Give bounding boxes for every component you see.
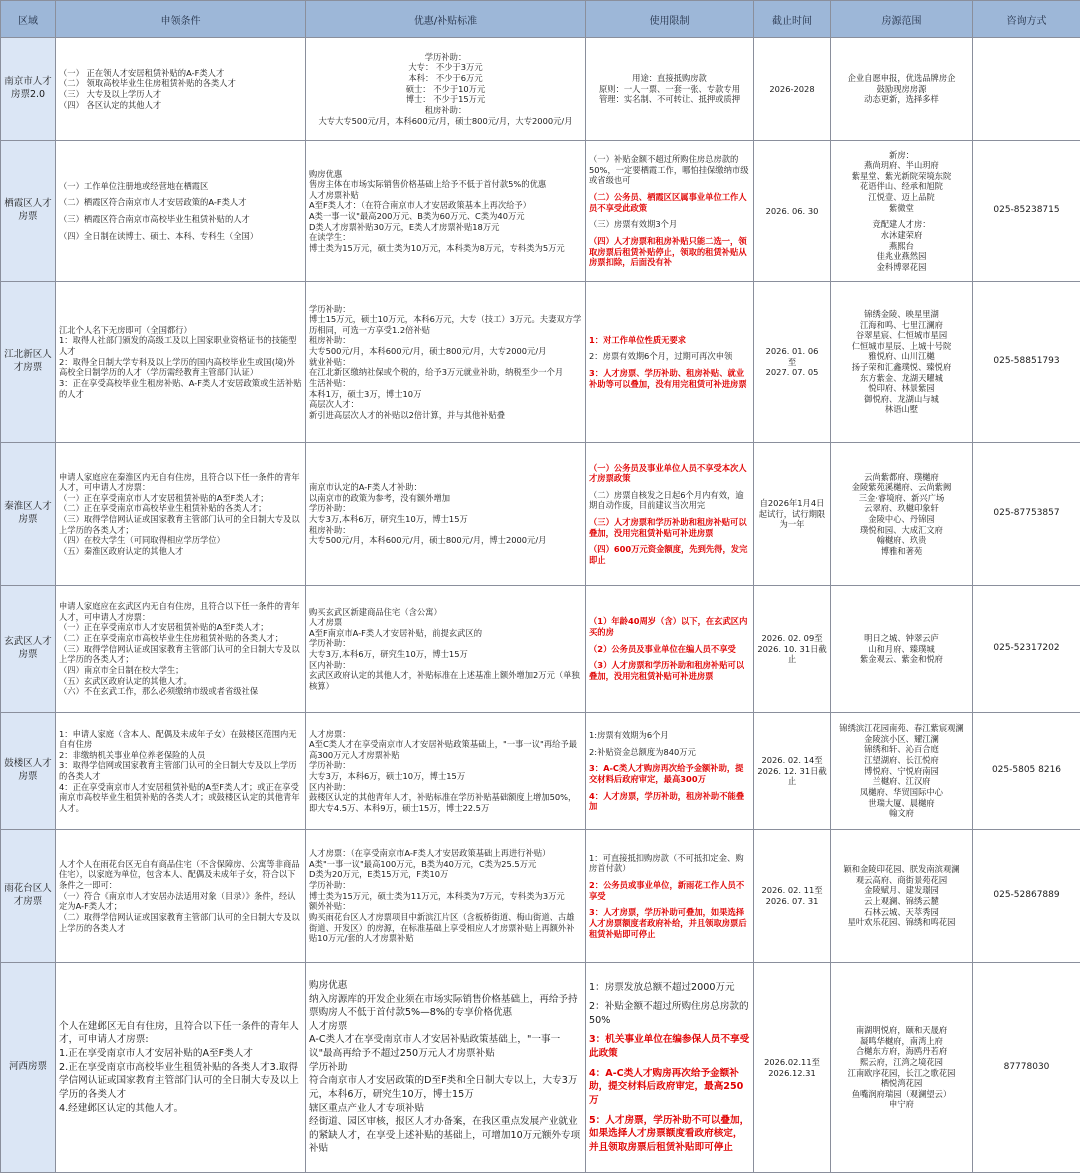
region-cell: 秦淮区人才房票 <box>1 443 56 586</box>
housing-line: 云上观澜、锦绣云麓 <box>864 896 939 906</box>
benefit-line: 购房优惠 <box>309 980 348 992</box>
limit-line: 用途：直接抵购房款 <box>632 73 707 84</box>
contact-cell: 025-5805 8216 <box>973 713 1080 830</box>
housing-line: 石林云城、天萃秀园 <box>864 906 939 917</box>
benefit-line: 学历补助： <box>309 638 351 649</box>
benefit-line: A类一事一议"最高200万元、B类为60万元、C类为40万元 <box>309 211 525 221</box>
benefit-line: 博士类为15万元，硕士类为10万元，本科类为8万元，专科类为5万元 <box>309 242 565 253</box>
condition-line: （六）不在玄武工作，那么必须缴纳市级或者省级社保 <box>59 686 259 697</box>
housing-cell <box>831 713 973 830</box>
limit-line: 1：可直接抵扣购房款（不可抵扣定金、购房首付款） <box>589 852 744 874</box>
benefit-line: 本科1万，硕士3万，博士10万 <box>309 388 422 399</box>
housing-line: 鼓励现房房源 <box>876 83 927 94</box>
benefit-line: 人才房票：（在享受南京市A-F类人才安居政策基础上再进行补贴） <box>309 848 551 859</box>
condition-line: 2.正在享受南京市高校毕业生租赁补贴的各类人才3.取得学信网认证或国家教育主管部门认可的全日制大专及以上学历的各类人才 <box>59 1061 299 1100</box>
conditions-cell <box>56 141 306 282</box>
housing-line: 金陵紫苑溪樾府、云尚紫阙 <box>851 482 952 493</box>
limit-line: （1）年龄40周岁（含）以下，在玄武区内买的房 <box>589 616 748 638</box>
region-cell: 雨花台区人才房票 <box>1 830 56 963</box>
housing-line: 金陵中心、丹锦园 <box>868 514 935 524</box>
housing-line: 凝鸣华樾府，南湾上府 <box>860 1035 943 1046</box>
housing-line: 云尚紫都府、璞樾府 <box>864 471 939 482</box>
housing-line: 御悦府、龙湖山与城 <box>864 393 939 404</box>
condition-line: （二） 领取高校毕业生住房租赁补贴的各类人才 <box>59 78 236 89</box>
contact-cell: 025-85238715 <box>973 141 1080 282</box>
condition-line: 1：申请人家庭（含本人、配偶及未成年子女）在鼓楼区范围内无自有住房 <box>59 728 297 750</box>
benefit-line: 就业补贴： <box>309 356 351 367</box>
benefit-line: 区内补助： <box>309 659 351 670</box>
condition-line: 个人在建邺区无自有住房，且符合以下任一条件的青年人才，可申请人才房票: <box>59 1020 299 1046</box>
limit-line: 4：人才房票，学历补助，租房补助不能叠加 <box>589 790 745 812</box>
limits-cell <box>586 963 754 1173</box>
limit-line: 1:房票有效期为6个月 <box>589 730 669 741</box>
header-contact: 咨询方式 <box>973 1 1080 38</box>
benefit-line: 大专： 不少于3万元 <box>408 62 483 73</box>
housing-line: 翰文府 <box>889 808 914 819</box>
housing-line: 金陵赋月、建发璟园 <box>864 885 939 896</box>
limit-line: 1：对工作单位性质无要求 <box>589 334 687 345</box>
limits-cell <box>586 713 754 830</box>
limit-line: （二）房票自核发之日起6个月内有效，逾期自动作废，目前建议当次用完 <box>589 489 744 511</box>
condition-line: （五）玄武区政府认定的其他人才。 <box>59 675 192 686</box>
housing-line: 江海和鸣、七里江澜府 <box>860 319 943 330</box>
housing-cell <box>831 38 973 141</box>
deadline-cell <box>754 713 831 830</box>
housing-cell <box>831 963 973 1173</box>
benefit-line: A至C类人才在享受南京市人才安居补贴政策基础上，"一事一议"再给予最高300万元人才房票补贴 <box>309 739 578 760</box>
limit-line: 2：公务员或事业单位，新雨花工作人员不享受 <box>589 880 745 901</box>
condition-line: （四）南京市全日制在校大学生； <box>59 664 184 675</box>
deadline-line: 2026. 12. 31日截止 <box>757 765 827 787</box>
benefit-line: 学历补助： <box>309 503 351 514</box>
limit-line: 3：机关事业单位在编参保人员不享受此政策 <box>589 1034 750 1060</box>
benefit-line: 学历补助： <box>424 51 467 62</box>
housing-line: 申宁府 <box>889 1099 914 1110</box>
deadline-line: 自2026年1月4日起试行，试行期限为一年 <box>758 498 826 530</box>
limit-line: （2）公务员及事业单位在编人员不享受 <box>589 643 736 654</box>
housing-line: 观云高府、商街景苑花园 <box>855 874 948 885</box>
condition-line: 1：取得人社部门颁发的高级工及以上国家职业资格证书的技能型人才 <box>59 335 297 357</box>
table-row <box>1 830 1080 963</box>
condition-line: （一）符合《南京市人才安居办法适用对象（目录）》条件，经认定为A-F类人才； <box>59 890 296 912</box>
housing-line: 星叶欢乐花园、锦绣和鸣花园 <box>847 917 956 928</box>
condition-line: 2：取得全日制大学专科及以上学历的国内高校毕业生或国(境)外高校全日制学历的人才（学历需经教育主管部门认证） <box>59 356 295 378</box>
benefit-line: 玄武区政府认定的其他人才，补贴标准在上述基准上额外增加2万元（单独核算） <box>309 670 580 691</box>
housing-line: 锦绣和轩、沁百合庭 <box>864 744 939 755</box>
housing-line: 锦绣金陵、映星里湖 <box>864 308 939 319</box>
benefit-line: A-C类人才在享受南京市人才安居补贴政策基础上，"一事一议"最高再给予不超过250万元人才房票补贴 <box>309 1034 561 1060</box>
housing-line: 兰樾府、江汉府 <box>872 776 931 787</box>
condition-line: （二）取得学信网认证或国家教育主管部门认可的全日制大专及以上学历的各类人才 <box>59 911 300 933</box>
benefit-line: D类为20万元，E类15万元，F类10万 <box>309 869 449 880</box>
header-row <box>1 1 1080 38</box>
benefit-line: 在江北新区缴纳社保或个税的，给予3万元就业补助，纳税至少一个月 <box>309 367 564 378</box>
deadline-line: 2026. 06. 30 <box>765 205 819 216</box>
housing-line: 熙云府，江湾之境花园 <box>860 1056 943 1067</box>
housing-line: 东方紫金、龙湖天曜城 <box>860 372 943 383</box>
benefits-cell <box>306 38 586 141</box>
benefit-line: 人才房票 <box>309 617 343 628</box>
benefit-line: 南京市认定的A-F类人才补助： <box>309 482 422 493</box>
condition-line: （二）栖霞区符合南京市人才安居政策的A-F类人才 <box>59 197 247 208</box>
deadline-cell <box>754 443 831 586</box>
deadline-cell <box>754 282 831 443</box>
benefit-line: 学历补助 <box>309 1061 348 1073</box>
table-row <box>1 586 1080 713</box>
deadline-cell <box>754 963 831 1173</box>
condition-line: 4：正在享受南京市人才安居租赁补贴的A至F类人才；或正在享受南京市高校毕业生租赁补贴的各类人才；或鼓楼区认定的其他青年人才。 <box>59 781 300 813</box>
table-row <box>1 282 1080 443</box>
condition-line: （三） 大专及以上学历人才 <box>59 89 162 99</box>
benefits-cell <box>306 443 586 586</box>
condition-line: （一） 正在领人才安居租赁补贴的A-F类人才 <box>59 67 225 78</box>
benefit-line: 售房主体在市场实际销售价格基础上给予不低于首付款5%的优惠 <box>309 179 547 190</box>
condition-line: 江北个人名下无房即可（全国都行） <box>59 324 192 335</box>
benefit-line: 大专500元/月，本科600元/月，硕士800元/月，大专2000元/月 <box>309 346 547 357</box>
limit-line: 5：人才房票，学历补助不可以叠加，如果选择人才房票额度看政府核定，并且领取房票后租赁补贴即可停止 <box>589 1114 750 1153</box>
housing-line: 山和月府、臻璞城 <box>868 643 935 654</box>
limit-line: （3）人才房票和学历补助和租房补贴可以叠加，没用完租赁补贴可补进房票 <box>589 660 745 681</box>
header-conditions: 申领条件 <box>56 1 306 38</box>
condition-line: （三）取得学信网认证或国家教育主管部门认可的全日制大专及以上学历的各类人才； <box>59 514 300 535</box>
limit-line: 2:补贴资金总额度为840万元 <box>589 746 696 757</box>
region-cell: 南京市人才房票2.0 <box>1 38 56 141</box>
housing-line: 凤樾府、华贸国际中心 <box>860 786 943 797</box>
housing-line: 燕熙台 <box>889 240 914 251</box>
benefit-line: 高层次人才： <box>309 399 359 410</box>
housing-line: 金科博翠花园 <box>876 261 927 272</box>
benefit-line: 辖区重点产业人才专项补贴 <box>309 1102 425 1114</box>
limit-line: 2：房票有效期6个月，过期可再次申领 <box>589 351 733 362</box>
conditions-cell <box>56 282 306 443</box>
benefit-line: 额外补贴： <box>309 901 351 912</box>
limit-line: （三）房票有效期3个月 <box>589 219 678 230</box>
housing-line: 璞悦和园、大成汇文府 <box>860 524 943 535</box>
limit-line: （一）公务员及事业单位人员不享受本次人才房票政策 <box>589 462 747 484</box>
condition-line: （三）栖霞区符合南京市高校毕业生租赁补贴的人才 <box>59 214 250 224</box>
condition-line: 申请人家庭应在玄武区内无自有住房，且符合以下任一条件的青年人才，可申请人才房票： <box>59 601 300 622</box>
limit-line: （二）公务员、栖霞区区属事业单位工作人员不享受此政策 <box>589 192 747 213</box>
condition-line: 3：正在享受高校毕业生租房补贴、A-F类人才安居政策或生活补贴的人才 <box>59 377 302 399</box>
limit-line: 4：A-C类人才购房再次给予金额补助，提交材料后政府审定，最高250万 <box>589 1067 744 1106</box>
benefit-line: 博士15万元，硕士10万元，本科6万元，大专（技工）3万元。夫妻双方学历相同，可选一方享受1.2倍补贴 <box>309 314 582 335</box>
contact-cell: 87778030 <box>973 963 1080 1173</box>
benefit-line: 购买雨花台区人才房票项目中新滨江片区（含板桥街道、梅山街道、古雄街道、开发区）的房源，在标准基础上享受相应人才房票补贴上再额外补贴10万元/套的人才房票补贴 <box>309 911 575 944</box>
contact-cell <box>973 38 1080 141</box>
deadline-line: 2026.02.11至 <box>764 1056 820 1067</box>
conditions-cell <box>56 443 306 586</box>
housing-cell <box>831 141 973 282</box>
header-housing: 房源范围 <box>831 1 973 38</box>
condition-line: （二）正在享受南京市高校毕业生租赁补贴的各类人才； <box>59 503 267 514</box>
housing-line: 江南欧序花园，长江之歌花园 <box>847 1067 956 1078</box>
limit-line: 3：人才房票，学历补助可叠加，如果选择人才房票额度者政府补给，并且领取房票后租赁补贴即可停止 <box>589 907 747 939</box>
limit-line: （一）补贴金额不超过所购住房总房款的50%，一定要栖霞工作，哪怕挂保缴纳市级或省级也可 <box>589 154 749 186</box>
benefit-line: 硕士： 不少于10万元 <box>405 83 486 94</box>
condition-line: 申请人家庭应在秦淮区内无自有住房，且符合以下任一条件的青年人才，可申请人才房票： <box>59 471 300 493</box>
housing-line: 悦印府、林景紫园 <box>868 383 935 394</box>
benefits-cell <box>306 963 586 1173</box>
benefit-line: A至F南京市A-F类人才安居补贴，前提玄武区的 <box>309 627 483 638</box>
deadline-cell <box>754 38 831 141</box>
header-deadline: 截止时间 <box>754 1 831 38</box>
housing-line: 云翠府、玖樾印象轩 <box>864 503 939 514</box>
condition-line: （五）秦淮区政府认定的其他人才 <box>59 545 184 556</box>
conditions-cell <box>56 38 306 141</box>
housing-cell <box>831 830 973 963</box>
limits-cell <box>586 586 754 713</box>
housing-line: 谷翠星宸、仁恒城市星园 <box>855 330 948 341</box>
limit-line: （三）人才房票和学历补助和租房补贴可以叠加，没用完租赁补贴可补进房票 <box>589 517 747 538</box>
housing-line: 颖和金陵印花园、朕发南滨观澜 <box>843 864 960 875</box>
limits-cell <box>586 830 754 963</box>
benefit-line: 大专3万，本科6万，硕士10万，博士15万 <box>309 771 466 781</box>
region-cell: 河西房票 <box>1 963 56 1173</box>
benefits-cell <box>306 713 586 830</box>
benefit-line: 新引进高层次人才的补贴以2倍计算，并与其他补贴叠 <box>309 409 506 420</box>
benefit-line: 学历补助： <box>309 760 351 771</box>
limits-cell <box>586 443 754 586</box>
deadline-cell <box>754 830 831 963</box>
deadline-line: 2026. 01. 06 <box>765 346 819 357</box>
deadline-line: 2026. 02. 14至 <box>761 755 823 766</box>
benefit-line: 大专3万,本科6万，研究生10万，博士15万 <box>309 514 468 524</box>
benefit-line: 学历补助： <box>309 303 351 314</box>
housing-line: 栖悦湾花园 <box>880 1078 923 1089</box>
housing-cell <box>831 443 973 586</box>
table-row <box>1 713 1080 830</box>
limit-line: （四）600万元资金额度，先到先得，发完即止 <box>589 544 748 565</box>
housing-line: 世瑞大厦、晨樾府 <box>868 797 935 808</box>
benefit-line: 租房补助： <box>424 104 467 115</box>
benefits-cell <box>306 282 586 443</box>
header-region: 区域 <box>1 1 56 38</box>
region-cell: 栖霞区人才房票 <box>1 141 56 282</box>
benefit-line: A至F类人才：（在符合南京市人才安居政策基本上再次给予） <box>309 200 532 211</box>
deadline-line: 2026. 02. 11至 <box>761 885 823 896</box>
limit-line: 管理：实名制、不可转让、抵押或质押 <box>598 94 741 105</box>
housing-line: 金陵滨小区、耀江澜 <box>864 733 939 744</box>
table-row <box>1 38 1080 141</box>
benefit-line: 鼓楼区认定的其他青年人才，补贴标准在学历补贴基础额度上增加50%，即大专4.5万、本科9万，硕士15万，博士22.5万 <box>309 792 577 813</box>
condition-line: （一）正在享受南京市人才安居租赁补贴的A至F类人才； <box>59 492 269 503</box>
condition-line: 3：取得学信网或国家教育主管部门认可的全日制大专及以上学历的各类人才 <box>59 760 297 781</box>
benefit-line: 符合南京市人才安居政策的D至F类和全日制大专以上，大专3万元，本科6万，研究生10万，博士15万 <box>309 1075 578 1100</box>
benefit-line: 人才房票补贴 <box>309 189 359 200</box>
housing-line: 燕尚玥府、半山玥府 <box>864 160 939 171</box>
table-row <box>1 141 1080 282</box>
contact-cell: 025-52867889 <box>973 830 1080 963</box>
housing-line: 扬子荣和汇鑫璞悦、臻悦府 <box>851 362 952 372</box>
benefit-line: 区内补助： <box>309 781 351 792</box>
benefit-line: D类人才房票补贴30万元，E类人才房票补贴18万元 <box>309 221 500 232</box>
housing-line: 明日之城、钟翠云庐 <box>864 633 939 644</box>
conditions-cell <box>56 713 306 830</box>
limit-line: 1：房票发放总额不超过2000万元 <box>589 981 735 993</box>
benefits-cell <box>306 141 586 282</box>
table-row <box>1 443 1080 586</box>
header-benefits: 优惠/补贴标准 <box>306 1 586 38</box>
housing-line: 佳兆业燕然园 <box>876 251 927 262</box>
benefit-line: 纳入房源库的开发企业须在市场实际销售价格基础上，再给予持票购房人不低于首付款5%—8%的专享价格优惠 <box>309 993 578 1019</box>
housing-line: 新房： <box>889 149 914 160</box>
benefit-line: 购房优惠 <box>309 168 343 179</box>
condition-line: （二）正在享受南京市高校毕业生住房租赁补贴的各类人才； <box>59 633 284 644</box>
benefit-line: A类"一事一议"最高100万元，B类为40万元，C类为25.5万元 <box>309 858 537 869</box>
table-row <box>1 963 1080 1173</box>
housing-line: 紫微堂 <box>889 202 914 213</box>
housing-line: 江悦壹、迈上品院 <box>868 192 935 203</box>
housing-cell <box>831 586 973 713</box>
benefit-line: 本科： 不少于6万元 <box>408 73 483 84</box>
limits-cell <box>586 282 754 443</box>
benefit-line: 以南京市的政策为参考，没有额外增加 <box>309 492 451 503</box>
housing-line: 博悦府、宁悦府南园 <box>864 765 939 776</box>
housing-line: 翰樾府、玖贵 <box>876 535 927 546</box>
contact-cell: 025-58851793 <box>973 282 1080 443</box>
benefit-line: 博士类为15万元，硕士类为11万元，本科类为7万元，专科类为3万元 <box>309 890 565 901</box>
condition-line: （四）在校大学生（可同取得相应学历学位） <box>59 535 225 546</box>
housing-line: 博雅和著苑 <box>880 545 923 556</box>
housing-line: 三金·睿境府、新兴广场 <box>858 492 945 503</box>
deadline-cell <box>754 141 831 282</box>
deadline-line: 2026-2028 <box>769 83 815 94</box>
condition-line: （四） 各区认定的其他人才 <box>59 99 162 110</box>
deadline-line: 2026. 02. 09至 <box>761 633 823 644</box>
limits-cell <box>586 141 754 282</box>
benefit-line: 租房补助： <box>309 524 351 535</box>
benefit-line: 大专3万,本科6万，研究生10万，博士15万 <box>309 649 468 659</box>
limits-cell <box>586 38 754 141</box>
limit-line: 3：A-C类人才购房再次给予金额补助，提交材料后政府审定，最高300万 <box>589 763 744 784</box>
housing-line: 雅悦府、山川江樾 <box>868 351 935 362</box>
housing-line: 江望湖府、长江悦府 <box>864 755 939 766</box>
deadline-line: 2026. 07. 31 <box>765 896 819 906</box>
deadline-line: 2027. 07. 05 <box>765 367 819 378</box>
condition-line: （一）工作单位注册地或经营地在栖霞区 <box>59 180 209 191</box>
housing-line: 鱼嘴润府瑞园（观澜望云） <box>851 1088 952 1099</box>
condition-line: （四）全日制在读博士、硕士、本科、专科生（全国） <box>59 230 259 241</box>
limit-line: 2：补贴金额不超过所购住房总房款的50% <box>589 1001 749 1026</box>
condition-line: （三）取得学信网认证或国家教育主管部门认可的全日制大专及以上学历的各类人才； <box>59 643 300 665</box>
housing-line: 水沐建荣府 <box>880 229 923 240</box>
contact-cell: 025-52317202 <box>973 586 1080 713</box>
limit-line: 3：人才房票、学历补助、租房补贴、就业补助等可以叠加，没有用完租赁可补进房票 <box>589 368 747 389</box>
benefit-line: 经街道、园区审核，报区人才办备案，在我区重点发展产业就业的紧缺人才，在享受上述补贴的基础上，可增加10万元额外专项补贴 <box>309 1116 581 1155</box>
header-limits: 使用限制 <box>586 1 754 38</box>
benefit-line: 租房补助： <box>309 335 351 346</box>
benefits-cell <box>306 586 586 713</box>
condition-line: 1.正在享受南京市人才安居补贴的A至F类人才 <box>59 1048 253 1060</box>
benefit-line: 大专500元/月，本科600元/月，硕士800元/月，博士2000元/月 <box>309 535 547 546</box>
deadline-line: 2026. 10. 31日截止 <box>757 643 827 665</box>
conditions-cell <box>56 586 306 713</box>
benefit-line: 购买玄武区新建商品住宅（含公寓） <box>309 606 442 617</box>
benefit-line: 大专大专500元/月，本科600元/月，硕士800元/月，大专2000元/月 <box>318 115 573 126</box>
region-cell: 鼓楼区人才房票 <box>1 713 56 830</box>
benefit-line: 学历补助： <box>309 880 351 891</box>
deadline-cell <box>754 586 831 713</box>
region-cell: 玄武区人才房票 <box>1 586 56 713</box>
housing-line: 仁恒城市星辰、上城十号院 <box>851 340 952 351</box>
benefit-line: 博士： 不少于15万元 <box>405 94 486 105</box>
contact-cell: 025-87753857 <box>973 443 1080 586</box>
housing-line: 合樾东方府，海鸥丹若府 <box>855 1046 948 1057</box>
housing-line: 竞配建人才房： <box>872 219 931 230</box>
condition-line: （一）正在享受南京市人才安居租赁补贴的A至F类人才； <box>59 622 269 633</box>
benefit-line: 生活补贴： <box>309 377 351 388</box>
region-cell: 江北新区人才房票 <box>1 282 56 443</box>
benefit-line: 人才房票： <box>309 728 351 739</box>
benefits-cell <box>306 830 586 963</box>
condition-line: 2：非缴纳机关事业单位养老保险的人员 <box>59 749 206 760</box>
housing-line: 动态更新，选择多样 <box>864 94 939 105</box>
conditions-cell <box>56 963 306 1173</box>
condition-line: 人才个人在雨花台区无自有商品住宅（不含保障房、公寓等非商品住宅），以家庭为单位，包含本人、配偶及未成年子女，符合以下条件之一即可： <box>59 858 300 891</box>
deadline-line: 2026.12.31 <box>768 1067 816 1078</box>
conditions-cell <box>56 830 306 963</box>
benefit-line: 在读学生： <box>309 232 351 243</box>
housing-line: 紫星堂、紫光新院荣境东院 <box>851 170 952 181</box>
benefit-line: 人才房票 <box>309 1020 348 1032</box>
housing-line: 锦绣滨江花园南苑、春江紫宸观澜 <box>839 723 964 734</box>
housing-line: 花语伴山、经承和旭院 <box>860 181 943 192</box>
housing-cell <box>831 282 973 443</box>
deadline-line: 至 <box>787 356 797 367</box>
housing-line: 南湖明悦府，颐和天晟府 <box>855 1025 948 1036</box>
housing-line: 林语山墅 <box>884 404 919 415</box>
housing-line: 紫金观云、紫金和悦府 <box>860 654 943 665</box>
limit-line: 原则：一人一票、一套一张、专款专用 <box>598 83 741 94</box>
condition-line: 4.经建邺区认定的其他人才。 <box>59 1102 184 1114</box>
limit-line: （四）人才房票和租房补贴只能二选一，领取房票后租赁补贴停止，领取的租赁补贴从房票扣除，后面没有补 <box>589 235 747 268</box>
housing-line: 企业自愿申报，优选品牌房企 <box>847 73 956 84</box>
